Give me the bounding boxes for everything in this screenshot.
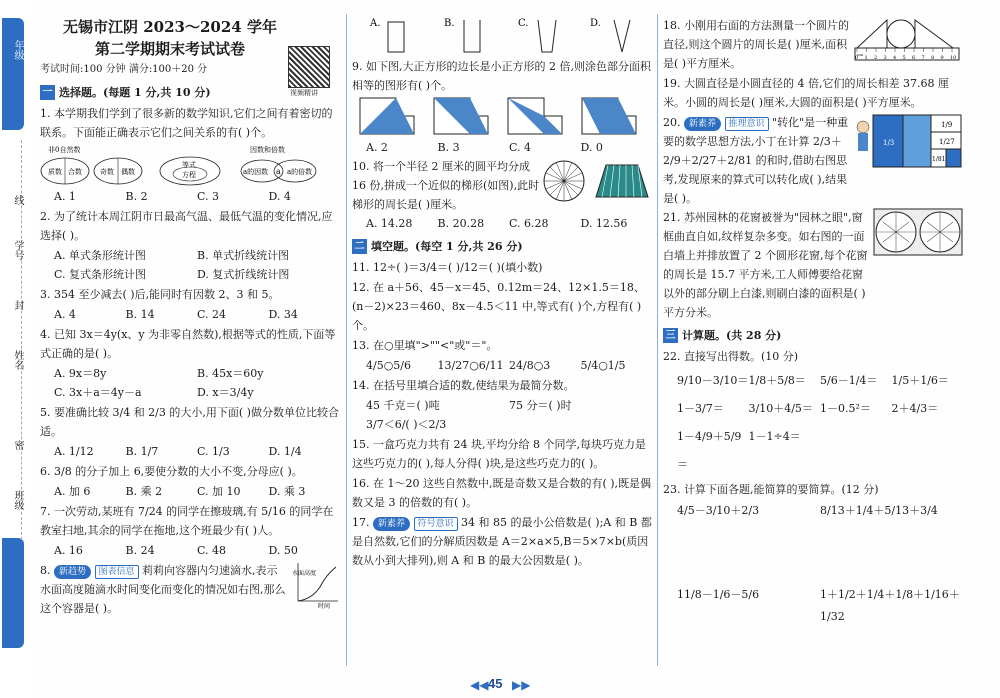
question-1: 1. 本学期我们学到了很多新的数学知识,它们之间有着密切的联系。下面能正确表示它们之间关系的有( )个。 xyxy=(40,107,333,139)
question-6: 6. 3/8 的分子加上 6,要使分数的大小不变,分母应( )。 xyxy=(40,465,303,478)
options-row xyxy=(40,246,340,284)
option[interactable]: D. 50 xyxy=(268,544,298,557)
qr-caption: 视频精讲 xyxy=(290,89,318,97)
ruler-label: 8 xyxy=(931,55,935,61)
tag-badge: 图表信息 xyxy=(95,565,139,579)
compare-item[interactable]: 13/27○6/11 xyxy=(437,359,504,372)
binding-strip xyxy=(0,0,30,698)
option[interactable]: A. 2 xyxy=(366,141,388,154)
ruler-label: 4 xyxy=(893,55,897,61)
diagram-label: 等式 xyxy=(182,161,196,169)
ruler-label: 1 xyxy=(864,55,868,61)
ruler-unit: cm xyxy=(857,52,864,57)
column-divider xyxy=(657,14,658,666)
option[interactable]: D. 4 xyxy=(268,190,291,203)
compare-item[interactable]: 4/5○5/6 xyxy=(366,359,412,372)
fraction-label: 1/81 xyxy=(932,156,946,163)
fill-row xyxy=(352,396,652,434)
question-8-text: 莉莉向容器内匀速滴水,表示水面高度随滴水时间变化而变化的情况如右图,那么这个容器是( )。 xyxy=(40,564,286,615)
question-8: 8. 新趋势 图表信息 莉莉向容器内匀速滴水,表示水面高度随滴水时间变化而变化的情况如右图,那么这个容器是( )。 水面高度 时间 xyxy=(40,561,340,618)
page-number: 45 xyxy=(488,676,503,691)
diagram-label: a xyxy=(276,167,281,176)
q8-container-options xyxy=(352,16,652,56)
option[interactable]: B. 1/7 xyxy=(125,445,159,458)
tag-badge: 推理意识 xyxy=(725,117,769,131)
tag-badge: 新趋势 xyxy=(54,565,91,579)
question-7: 7. 一次劳动,某班有 7/24 的同学在擦玻璃,有 5/16 的同学在教室扫地,其余的同学在拖地,这个班最少有( )人。 xyxy=(40,505,334,537)
binding-tab-top xyxy=(2,18,24,130)
ruler-figure xyxy=(853,16,963,66)
option[interactable]: C. 48 xyxy=(197,544,227,557)
calc-item[interactable]: 2＋4/3＝ xyxy=(891,402,939,415)
question-4: 4. 已知 3x＝4y(x、y 为非零自然数),根据等式的性质,下面等式正确的是( )。 xyxy=(40,328,336,360)
option[interactable]: C. 3x＋a＝4y－a xyxy=(54,386,142,399)
binding-label: 密 xyxy=(12,440,23,450)
option[interactable]: A. 1 xyxy=(54,190,76,203)
option[interactable]: C. 1/3 xyxy=(197,445,230,458)
option[interactable]: A. 单式条形统计图 xyxy=(54,249,146,262)
water-level-graph xyxy=(292,561,340,609)
options-row xyxy=(40,482,340,501)
circle-trapezoid-figure xyxy=(542,157,652,205)
question-11: 11. 12÷( )＝3/4＝( )/12＝( )(填小数) xyxy=(352,261,543,274)
prev-page-icon[interactable]: ◀◀ xyxy=(470,678,489,692)
diagram-label: 质数 xyxy=(48,168,62,176)
options-row xyxy=(40,364,340,402)
ruler-label: 5 xyxy=(902,55,906,61)
calc-item[interactable]: 3/10＋4/5＝ xyxy=(748,402,813,415)
binding-label: 学号 xyxy=(12,240,23,260)
tag-badge: 符号意识 xyxy=(414,517,458,531)
fraction-label: 1/3 xyxy=(883,139,895,147)
ruler-label: 0 xyxy=(855,55,859,61)
next-page-icon[interactable]: ▶▶ xyxy=(512,678,531,692)
calc-item[interactable]: 1/8＋5/8＝ xyxy=(748,374,806,387)
section-title: 填空题。(每空 1 分,共 26 分) xyxy=(371,240,523,253)
svg-text:水面高度: 水面高度 xyxy=(292,570,317,577)
options-row xyxy=(352,214,652,233)
question-17: 17. 新素养 符号意识 34 和 85 的最小公倍数是( );A 和 B 都是自然数,它们的分解质因数是 A＝2×a×5,B＝5×7×b(质因数从小到大排列),则 A 和 B 的最大公因数是( )。 xyxy=(352,516,652,567)
option[interactable]: C. 复式条形统计图 xyxy=(54,268,147,281)
ruler-label: 6 xyxy=(912,55,916,61)
question-9: 9. 如下图,大正方形的边长是小正方形的 2 倍,则涂色部分面积相等的图形有( )个。 xyxy=(352,60,651,92)
section-number: 三 xyxy=(663,328,678,343)
section-title: 计算题。(共 28 分) xyxy=(682,329,782,342)
option[interactable]: B. 2 xyxy=(125,190,148,203)
diagram-label: 合数 xyxy=(68,168,82,176)
binding-label: 年级 xyxy=(12,40,23,60)
option[interactable]: D. 12.56 xyxy=(580,217,628,230)
garden-window-figure xyxy=(873,208,963,256)
fraction-label: 1/9 xyxy=(941,121,953,129)
option[interactable]: B. 乘 2 xyxy=(125,485,163,498)
option[interactable]: D. 0 xyxy=(580,141,603,154)
question-19: 19. 大圆直径是小圆直径的 4 倍,它们的周长相差 37.68 厘米。小圆的周长是( )厘米,大圆的面积是( )平方厘米。 xyxy=(663,77,949,109)
option[interactable]: C. 加 10 xyxy=(197,485,241,498)
option[interactable]: D. 复式折线统计图 xyxy=(197,268,290,281)
question-18-text: 18. 小刚用右面的方法测量一个圆片的直径,则这个圆片的周长是( )厘米,面积是( )平方厘米。 xyxy=(663,19,849,70)
option[interactable]: D. 乘 3 xyxy=(268,485,306,498)
option[interactable]: C. 6.28 xyxy=(509,217,549,230)
binding-tab-bottom xyxy=(2,538,24,648)
option[interactable]: D. 1/4 xyxy=(268,445,302,458)
section-title: 选择题。(每题 1 分,共 10 分) xyxy=(59,86,211,99)
option[interactable]: A. 4 xyxy=(54,308,76,321)
option[interactable]: B. 3 xyxy=(437,141,460,154)
ruler-label: 2 xyxy=(874,55,878,61)
calc-item[interactable]: 1＋1/2＋1/4＋1/8＋1/16＋1/32 xyxy=(820,588,960,623)
diagram-label: 偶数 xyxy=(121,168,135,176)
option[interactable]: B. 45x＝60y xyxy=(197,367,264,380)
diagram-label: 方程 xyxy=(182,171,196,179)
calc-item[interactable]: 1/5＋1/6＝ xyxy=(891,374,949,387)
compare-item[interactable]: 5/4○1/5 xyxy=(580,359,626,372)
section-header xyxy=(352,237,652,256)
question-2: 2. 为了统计本周江阴市日最高气温、最低气温的变化情况,应选择( )。 xyxy=(40,210,333,242)
fill-item[interactable]: 45 千克＝( )吨 xyxy=(366,399,440,412)
options-row xyxy=(352,138,652,157)
calc-item[interactable]: 1－4/9＋5/9＝ xyxy=(677,430,742,471)
options-row xyxy=(40,541,340,560)
option[interactable]: A. 16 xyxy=(54,544,83,557)
ruler-label: 9 xyxy=(940,55,944,61)
ruler-label: 3 xyxy=(883,55,887,61)
binding-label: 班级 xyxy=(12,490,23,510)
compare-row xyxy=(352,356,652,375)
option[interactable]: B. 20.28 xyxy=(437,217,485,230)
question-17-text: 34 和 85 的最小公倍数是( );A 和 B 都是自然数,它们的分解质因数是 A＝2×a×5,B＝5×7×b(质因数从小到大排列),则 A 和 B 的最大公因数是( )。 xyxy=(352,516,652,567)
section-number: 一 xyxy=(40,85,55,100)
option[interactable]: C. 3 xyxy=(197,190,220,203)
page-title: 无锡市江阴 2023～2024 学年 xyxy=(63,18,277,36)
page-subtitle: 第二学期期末考试试卷 xyxy=(94,40,245,58)
section-header xyxy=(663,326,963,345)
container-option[interactable]: C. xyxy=(518,18,529,29)
question-22: 22. 直接写出得数。(10 分) xyxy=(663,350,799,363)
binding-label: 线 xyxy=(12,195,23,205)
question-20-text: "转化"是一种重要的数学思想方法,小丁在计算 2/3＋2/9＋2/27＋2/81 的和时,借助右图思考,发现原来的算式可以转化成( ),结果是( )。 xyxy=(663,116,849,205)
fill-item[interactable]: 3/7＜6/( )＜2/3 xyxy=(366,418,447,431)
option[interactable]: B. 14 xyxy=(125,308,155,321)
compare-item[interactable]: 24/8○3 xyxy=(509,359,551,372)
ruler-label: 7 xyxy=(921,55,925,61)
option[interactable]: C. 4 xyxy=(509,141,532,154)
option[interactable]: A. 1/12 xyxy=(54,445,94,458)
column-divider xyxy=(346,14,347,666)
calc-grid xyxy=(663,500,963,628)
question-21 xyxy=(663,208,963,322)
option[interactable]: D. x＝3/4y xyxy=(197,386,254,399)
conversion-figure xyxy=(855,113,963,169)
calc-item[interactable]: 4/5－3/10＋2/3 xyxy=(677,504,760,517)
option[interactable]: B. 单式折线统计图 xyxy=(197,249,290,262)
section-header xyxy=(40,83,340,102)
option[interactable]: C. 24 xyxy=(197,308,227,321)
time-score: 考试时间:100 分钟 满分:100＋20 分 xyxy=(40,64,208,75)
fraction-label: 1/27 xyxy=(939,138,955,146)
question-10 xyxy=(352,157,652,214)
question-10-text: 10. 将一个半径 2 厘米的圆平均分成 16 份,拼成一个近似的梯形(如图),此时梯形的周长是( )厘米。 xyxy=(352,160,540,211)
options-row xyxy=(40,187,340,206)
ruler-label: 10 xyxy=(950,55,957,61)
calc-item[interactable]: 11/8－1/6－5/6 xyxy=(677,588,760,601)
question-5: 5. 要准确比较 3/4 和 2/3 的大小,用下面( )做分数单位比较合适。 xyxy=(40,406,339,438)
diagram-label: 奇数 xyxy=(100,168,114,176)
question-23: 23. 计算下面各题,能简算的要简算。(12 分) xyxy=(663,483,879,496)
diagram-label: 因数和倍数 xyxy=(250,146,285,154)
calc-item[interactable]: 9/10－3/10＝ xyxy=(677,374,749,387)
section-number: 二 xyxy=(352,239,367,254)
options-row xyxy=(40,305,340,324)
question-12: 12. 在 a＋56、45－x＝45、0.12m＝24、12×1.5＝18、(n－2)×23＝460、8x－4.5＜11 中,等式有( )个,方程有( )个。 xyxy=(352,281,645,332)
option[interactable]: B. 24 xyxy=(125,544,155,557)
calc-item[interactable]: 1－1÷4＝ xyxy=(748,430,801,443)
question-16: 16. 在 1～20 这些自然数中,既是奇数又是合数的有( ),既是偶数又是 3 的倍数的有( )。 xyxy=(352,477,652,509)
question-14: 14. 在括号里填合适的数,使结果为最简分数。 xyxy=(352,379,575,392)
tag-badge: 新素养 xyxy=(684,117,721,131)
question-13: 13. 在○里填">""<"或"＝"。 xyxy=(352,339,498,352)
shaded-squares-figure xyxy=(352,96,647,138)
calc-item[interactable]: 1－0.5²＝ xyxy=(820,402,871,415)
tag-badge: 新素养 xyxy=(373,517,410,531)
column-3 xyxy=(663,16,963,628)
diagram-label: a的因数 xyxy=(243,168,269,176)
calc-item[interactable]: 1－3/7＝ xyxy=(677,402,724,415)
options-row xyxy=(40,442,340,461)
question-20: 20. 新素养 推理意识 "转化"是一种重要的数学思想方法,小丁在计算 2/3＋2/9＋2/27＋2/81 的和时,借助右图思考,发现原来的算式可以转化成( ),结果是( )。 1/3 1/9 1/27 1/81 xyxy=(663,113,963,208)
diagram-label: 非0自然数 xyxy=(48,146,81,154)
option[interactable]: D. 34 xyxy=(268,308,298,321)
container-option[interactable]: A. xyxy=(370,18,381,29)
container-option[interactable]: B. xyxy=(444,18,455,29)
binding-label: 姓名 xyxy=(12,350,23,370)
column-1 xyxy=(40,16,340,619)
question-3: 3. 354 至少减去( )后,能同时有因数 2、3 和 5。 xyxy=(40,288,280,301)
mental-math-grid xyxy=(663,367,963,479)
question-21-text: 21. 苏州园林的花窗被誉为"园林之眼",窗框曲直自如,纹样复杂多变。如右图的一面白墙上并排放置了 2 个圆形花窗,每个花窗的周长是 15.7 平方米,工人师傅要给花窗以外的部分刷上白漆,则刷白漆的面积是( )平方分米。 xyxy=(663,211,868,319)
binding-label: 封 xyxy=(12,300,23,310)
calc-item[interactable]: 5/6－1/4＝ xyxy=(820,374,878,387)
diagram-label: a的倍数 xyxy=(287,168,313,176)
question-15: 15. 一盒巧克力共有 24 块,平均分给 8 个同学,每块巧克力是这些巧克力的( ),每人分得( )块,是这些巧克力的( )。 xyxy=(352,438,646,470)
option[interactable]: A. 9x＝8y xyxy=(54,367,107,380)
option[interactable]: A. 14.28 xyxy=(366,217,413,230)
container-option[interactable]: D. xyxy=(590,18,601,29)
column-2 xyxy=(352,16,652,571)
question-18 xyxy=(663,16,963,73)
calc-item[interactable]: 8/13＋1/4＋5/13＋3/4 xyxy=(820,504,938,517)
venn-diagrams xyxy=(40,143,340,187)
option[interactable]: A. 加 6 xyxy=(54,485,91,498)
fill-item[interactable]: 75 分＝( )时 xyxy=(509,399,572,412)
svg-text:时间: 时间 xyxy=(318,603,331,609)
